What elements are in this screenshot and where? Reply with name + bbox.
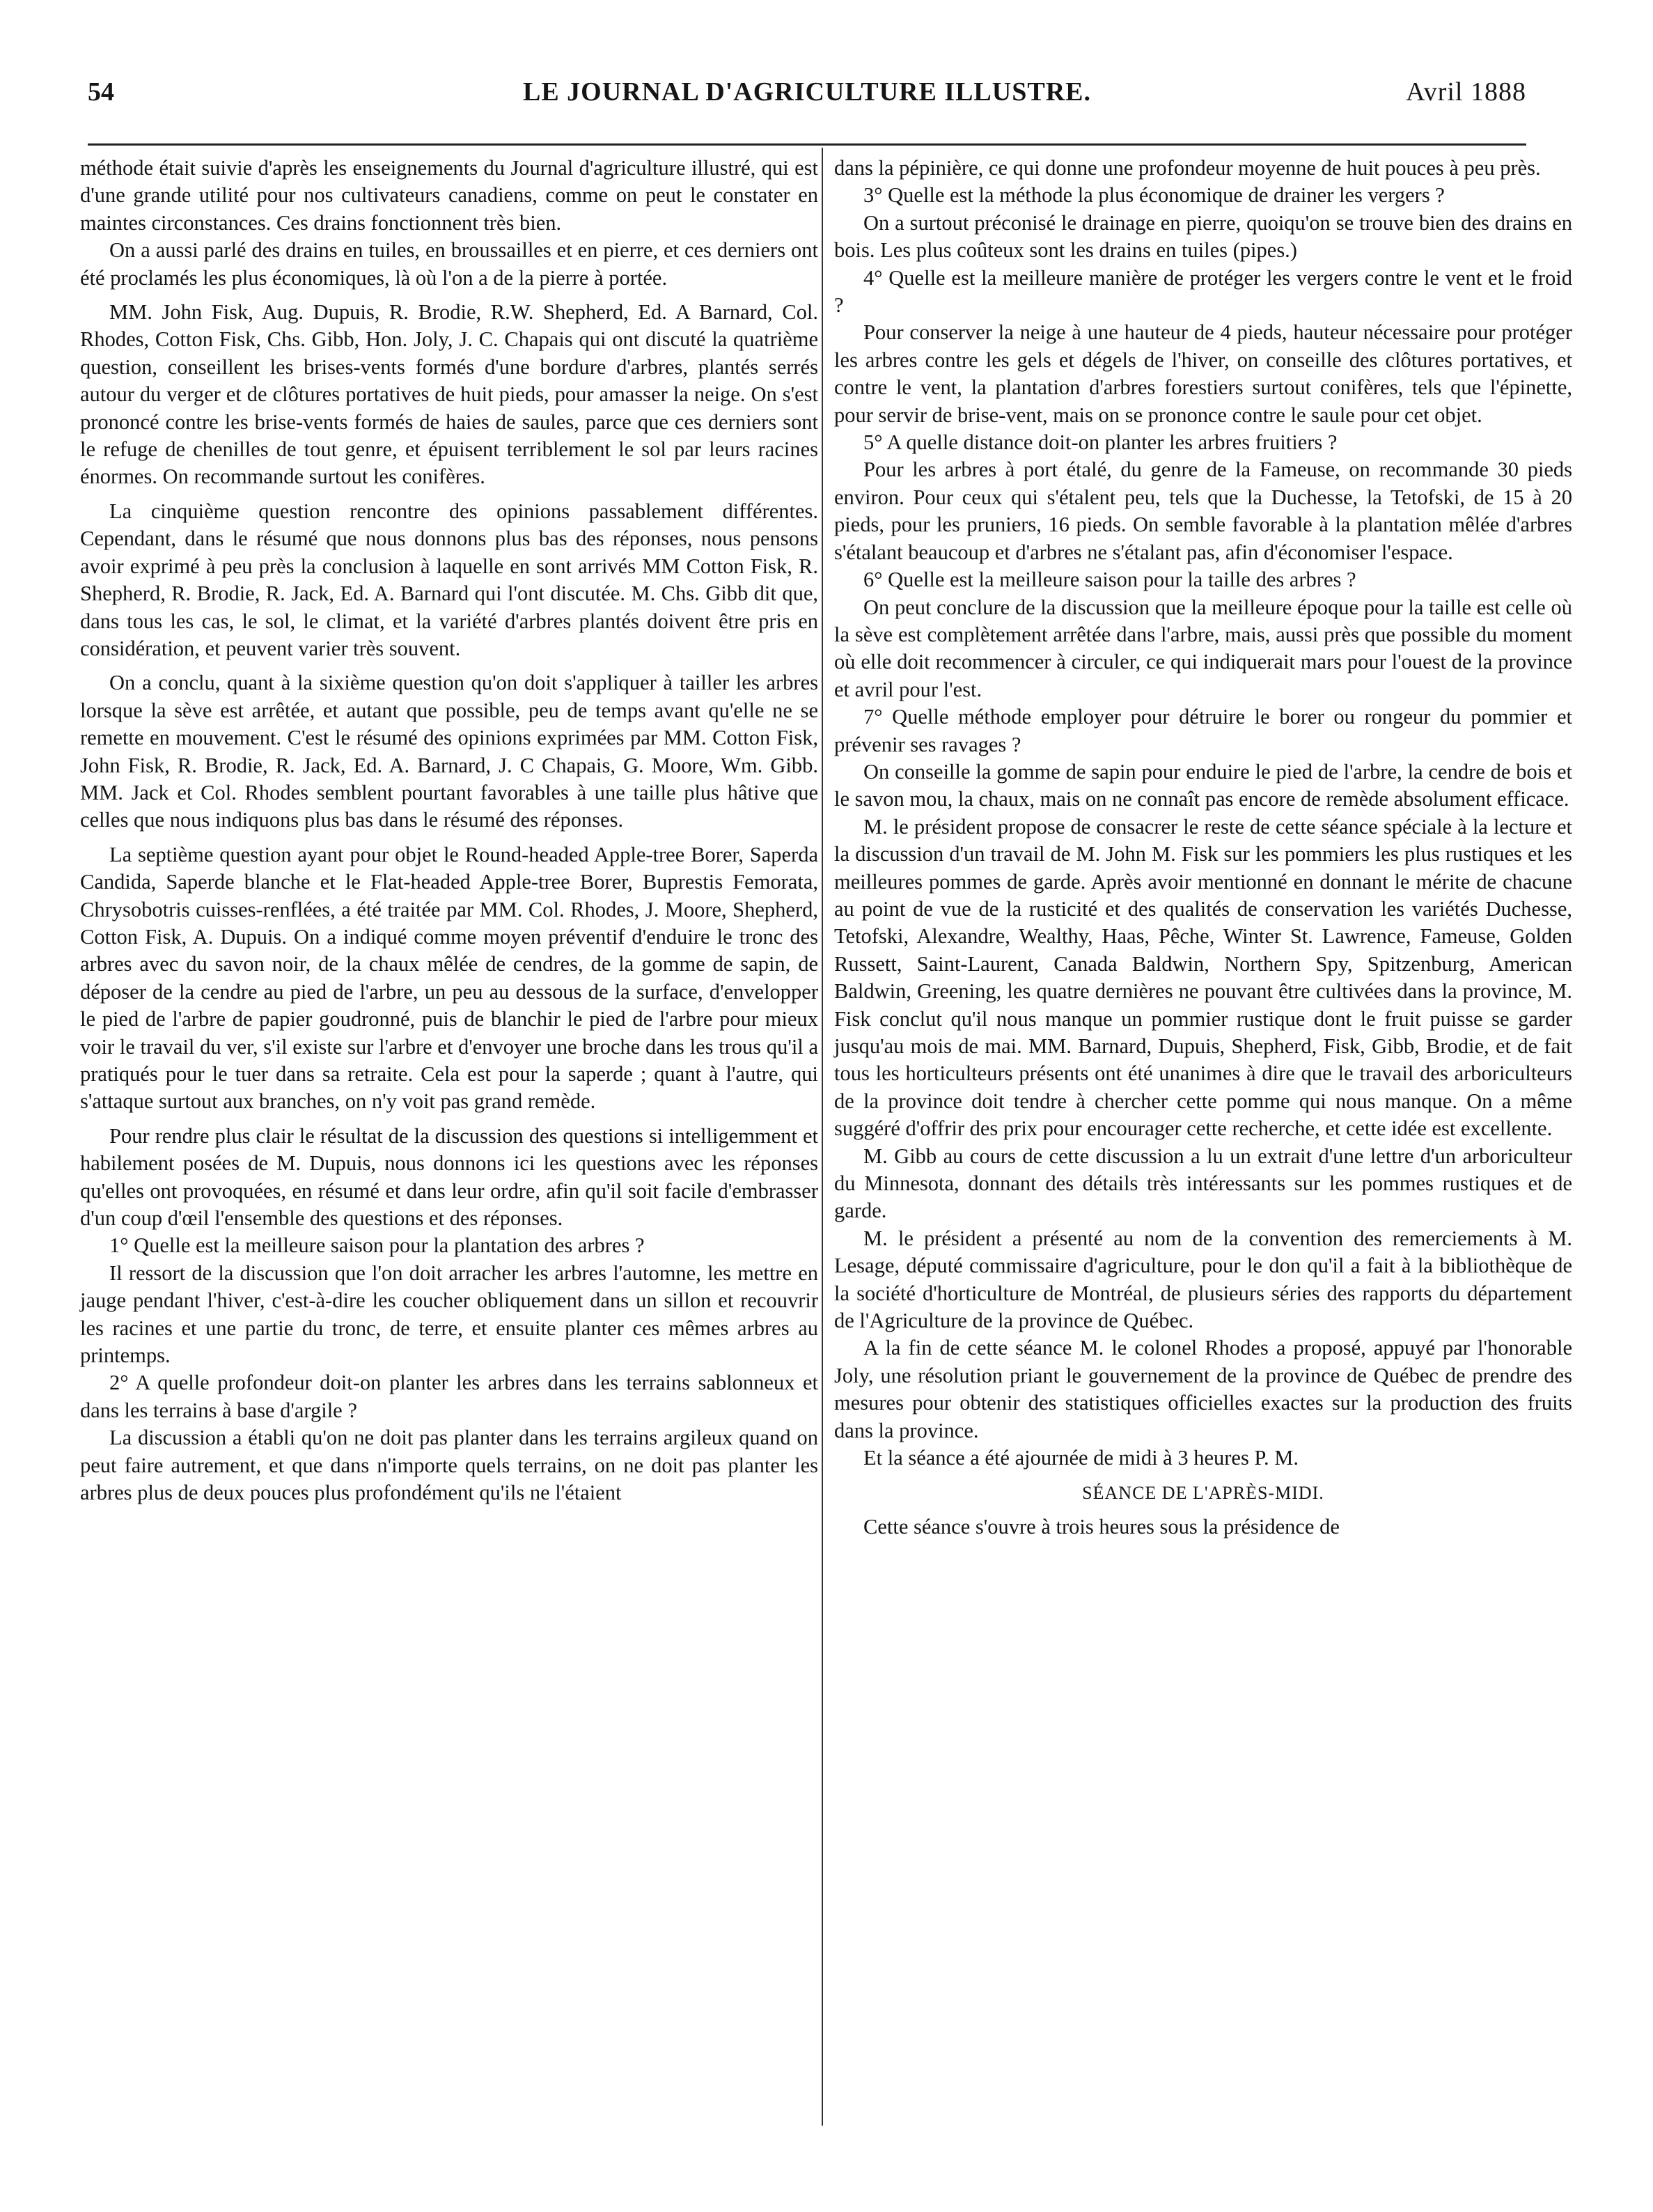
paragraph: 6° Quelle est la meilleure saison pour la taille des arbres ? [863, 568, 1356, 592]
paragraph: La discussion a établi qu'on ne doit pas planter dans les terrains argileux quand on peut faire autrement, et que dans n'importe quels terrains, on ne doit pas planter les arbres plus de deux pouces plus profondément qu'ils ne l'étaient [80, 1426, 818, 1505]
running-header [88, 77, 1526, 118]
paragraph: La septième question ayant pour objet le Round-headed Apple-tree Borer, Saperda Candida, Saperde blanche et le Flat-headed Apple-tree Borer, Buprestis Femorata, Chrysobotris cuisses-renflées, a été traitée par MM. Col. Rhodes, J. Moore, Shepherd, Cotton Fisk, A. Dupuis. On a indiqué comme moyen préventif d'enduire le tronc des arbres avec du savon noir, de la chaux mêlée de cendres, de la gomme de sapin, de déposer de la cendre au pied de l'arbre, un peu au dessous de la surface, d'envelopper le pied de l'arbre de papier goudronné, puis de blanchir le pied de l'arbre pour mieux voir le travail du ver, s'il existe sur l'arbre et d'envoyer une broche dans les trous qu'il a pratiqués pour le tuer dans sa retraite. Cela est pour la saperde ; quant à l'autre, qui s'attaque surtout aux branches, on n'y voit pas grand remède. [80, 842, 818, 1114]
paragraph: A la fin de cette séance M. le colonel Rhodes a proposé, appuyé par l'honorable Joly, une résolution priant le gouvernement de la province de Québec de prendre des mesures pour obtenir des statistiques officielles exactes sur la production des fruits dans la province. [834, 1336, 1572, 1442]
left-column [80, 155, 818, 1507]
paragraph: 2° A quelle profondeur doit-on planter les arbres dans les terrains sablonneux et dans les terrains à base d'argile ? [80, 1371, 818, 1422]
paragraph: 4° Quelle est la meilleure manière de protéger les vergers contre le vent et le froid ? [834, 265, 1572, 318]
paragraph: On a conclu, quant à la sixième question qu'on doit s'appliquer à tailler les arbres lorsque la sève est arrêtée, et autant que possible, peu de temps avant qu'elle ne se remette en mouvement. C'est le résumé des opinions exprimées par MM. Cotton Fisk, John Fisk, R. Brodie, R. Jack, Ed. A. Barnard, J. C Chapais, G. Moore, Wm. Gibb. MM. Jack et Col. Rhodes semblent pourtant favorables à une taille plus hâtive que celles que nous indiquons plus bas dans le résumé des réponses. [80, 671, 818, 832]
paragraph: dans la pépinière, ce qui donne une profondeur moyenne de huit pouces à peu près. [834, 156, 1541, 180]
paragraph: Cette séance s'ouvre à trois heures sous la présidence de [863, 1514, 1340, 1539]
paragraph: 3° Quelle est la méthode la plus économique de drainer les vergers ? [863, 183, 1445, 208]
journal-title: LE JOURNAL D'AGRICULTURE ILLUSTRE. [522, 77, 1091, 107]
paragraph: MM. John Fisk, Aug. Dupuis, R. Brodie, R.W. Shepherd, Ed. A Barnard, Col. Rhodes, Cotton Fisk, Chs. Gibb, Hon. Joly, J. C. Chapais qui ont discuté la quatrième question, conseillent les brises-vents formés d'une bordure d'arbres, plantés serrés autour du verger et de clôtures portatives de huit pieds, pour amasser la neige. On s'est prononcé contre les brise-vents formés de haies de saules, parce que ces derniers sont le refuge de chenilles de tout genre, et épuisent terriblement le sol par leurs racines énormes. On recommande surtout les conifères. [80, 300, 818, 489]
issue-date: Avril 1888 [1406, 77, 1526, 107]
paragraph: On a surtout préconisé le drainage en pierre, quoiqu'on se trouve bien des drains en bois. Les plus coûteux sont les drains en tuiles (pipes.) [834, 210, 1572, 263]
paragraph: méthode était suivie d'après les enseignements du Journal d'agriculture illustré, qui est d'une grande utilité pour nos cultivateurs canadiens, comme on peut le constater en maintes circonstances. Ces drains fonctionnent très bien. [80, 156, 818, 235]
paragraph: On peut conclure de la discussion que la meilleure époque pour la taille est celle où la sève est complètement arrêtée dans l'arbre, mais, aussi près que possible du moment où elle doit recommencer à circuler, ce qui indiquerait mars pour l'ouest de la province et avril pour l'est. [834, 595, 1572, 701]
paragraph: 1° Quelle est la meilleure saison pour la plantation des arbres ? [109, 1233, 645, 1258]
paragraph: M. le président propose de consacrer le reste de cette séance spéciale à la lecture et la discussion d'un travail de M. John M. Fisk sur les pommiers les plus rustiques et les meilleures pommes de garde. Après avoir mentionné en donnant le mérite de chacune au point de vue de la rusticité et des qualités de conservation les variétés Duchesse, Tetofski, Alexandre, Wealthy, Haas, Pêche, Winter St. Lawrence, Fameuse, Golden Russett, Saint-Laurent, Canada Baldwin, Northern Spy, Spitzenburg, American Baldwin, Greening, les quatre dernières ne pouvant être cultivées dans la province, M. Fisk conclut qu'il nous manque un pommier rustique dont le fruit puisse se garder jusqu'au mois de mai. MM. Barnard, Dupuis, Shepherd, Fisk, Gibb, Brodie, et de fait tous les horticulteurs présents ont été unanimes à dire que le travail des arboriculteurs de la province doit tendre à chercher cette pomme qui nous manque. On a même suggéré d'offrir des prix pour encourager cette recherche, et cette idée est excellente. [834, 814, 1572, 1141]
paragraph: Pour conserver la neige à une hauteur de 4 pieds, hauteur nécessaire pour protéger les arbres contre les gels et dégels de l'hiver, on conseille des clôtures portatives, et contre le vent, la plantation d'arbres forestiers surtout conifères, tels que l'épinette, pour servir de brise-vent, mais on se prononce contre le saule pour cet objet. [834, 320, 1572, 427]
paragraph: Et la séance a été ajournée de midi à 3 heures P. M. [863, 1446, 1299, 1470]
paragraph: La cinquième question rencontre des opinions passablement différentes. Cependant, dans le résumé que nous donnons plus bas des réponses, nous pensons avoir exprimé à peu près la conclusion à laquelle en sont arrivés MM Cotton Fisk, R. Shepherd, R. Brodie, R. Jack, Ed. A. Barnard qui l'ont discutée. M. Chs. Gibb dit que, dans tous les cas, le sol, le climat, et la variété d'arbres plantés doivent être pris en considération, et peuvent varier très souvent. [80, 499, 818, 660]
paragraph: Il ressort de la discussion que l'on doit arracher les arbres l'automne, les mettre en jauge pendant l'hiver, c'est-à-dire les coucher obliquement dans un sillon et recouvrir les racines et une partie du tronc, de terre, et ensuite planter ces mêmes arbres au printemps. [80, 1261, 818, 1368]
paragraph: On a aussi parlé des drains en tuiles, en broussailles et en pierre, et ces derniers ont été proclamés les plus économiques, là où l'on a de la pierre à portée. [80, 238, 818, 290]
paragraph: M. Gibb au cours de cette discussion a lu un extrait d'une lettre d'un arboriculteur du Minnesota, donnant des détails très intéressants sur les pommes rustiques et de garde. [834, 1144, 1572, 1223]
right-column [834, 155, 1572, 1541]
paragraph: On conseille la gomme de sapin pour enduire le pied de l'arbre, la cendre de bois et le savon mou, la chaux, mais on ne connaît pas encore de remède absolument efficace. [834, 759, 1572, 811]
paragraph: M. le président a présenté au nom de la convention des remerciements à M. Lesage, député commissaire d'agriculture, pour le don qu'il a fait à la bibliothèque de la société d'horticulture de Montréal, de plusieurs séries des rapports du département de l'Agriculture de la province de Québec. [834, 1226, 1572, 1333]
header-rule [88, 143, 1526, 146]
page-number: 54 [88, 77, 114, 107]
paragraph: 7° Quelle méthode employer pour détruire le borer ou rongeur du pommier et prévenir ses ravages ? [834, 705, 1572, 756]
paragraph: Pour les arbres à port étalé, du genre de la Fameuse, on recommande 30 pieds environ. Pour ceux qui s'étalent peu, tels que la Duchesse, la Tetofski, de 15 à 20 pieds, pour les pruniers, 16 pieds. On semble favorable à la plantation mêlée d'arbres s'étalant beaucoup et d'arbres ne s'étalant pas, afin d'économiser l'espace. [834, 458, 1572, 564]
column-divider [822, 148, 823, 2126]
section-heading: SÉANCE DE L'APRÈS-MIDI. [1082, 1482, 1324, 1503]
paragraph: Pour rendre plus clair le résultat de la discussion des questions si intelligemment et habilement posées de M. Dupuis, nous donnons ici les questions avec les réponses qu'elles ont provoquées, en résumé et dans leur ordre, afin qu'il soit facile d'embrasser d'un coup d'œil l'ensemble des questions et des réponses. [80, 1123, 818, 1231]
paragraph: 5° A quelle distance doit-on planter les arbres fruitiers ? [863, 430, 1338, 455]
